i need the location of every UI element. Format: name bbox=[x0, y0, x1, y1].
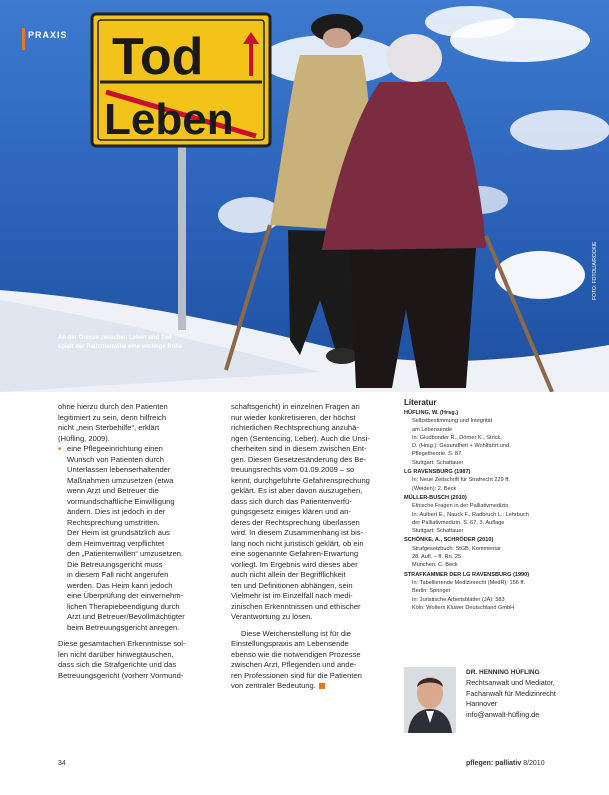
text-line: vormundschaftliche Einwilligung bbox=[67, 496, 175, 506]
text-line: Unterlassen lebenserhaltender bbox=[67, 465, 171, 474]
text-line: wenn Arzt und Betreuer die bbox=[67, 486, 159, 495]
literature-line: In: Tabellierende Medizinrecht (MedR): 156 ff. bbox=[412, 579, 525, 586]
literature-line: der Palliativmedizin. S. 67, 3. Auflage bbox=[412, 519, 505, 526]
text-line: geklärt. Es ist aber davon auszugehen, bbox=[231, 486, 363, 495]
text-line: deres der Rechtsprechung überlassen bbox=[231, 517, 360, 527]
literature-title: Literatur bbox=[404, 398, 437, 407]
text-line: treuungsrechts vom 01.09.2009 – so bbox=[231, 465, 355, 474]
sign-bottom-word: Leben bbox=[104, 95, 234, 144]
text-line: Diese gesamtachen Erkenntnisse sol- bbox=[58, 639, 186, 648]
literature-author: STRAFKAMMER DER LG RAVENSBURG (1990) bbox=[404, 571, 530, 578]
author-box bbox=[466, 668, 576, 720]
section-label: PRAXIS bbox=[28, 30, 68, 40]
text-line: eine sogenannte Gefahren-Erwartung bbox=[231, 549, 359, 558]
text-line: von zentraler Bedeutung. bbox=[231, 681, 316, 690]
text-line: Maßnahmen umzusetzen (etwa bbox=[67, 475, 174, 485]
text-line: Wunsch von Patienten durch bbox=[67, 454, 164, 464]
literature-line: In: Neue Zeitschrift für Strafrecht 229 ff. bbox=[412, 477, 510, 484]
literature-line: (Weiden): 2. Beck bbox=[412, 485, 457, 492]
text-line: dass sich die Strafgerichte und das bbox=[58, 660, 177, 669]
literature-line: Stuttgart: Schattauer bbox=[412, 528, 464, 535]
text-line: (Hüfling, 2009). bbox=[58, 433, 110, 443]
author-role: Rechtsanwalt und Mediator, bbox=[466, 678, 555, 688]
literature-line: Selbstbestimmung und Integrität bbox=[412, 418, 493, 425]
text-line: nur wieder konkretisieren, der höchst bbox=[231, 412, 356, 422]
text-line: ohne hierzu durch den Patienten bbox=[58, 402, 168, 411]
text-line: ändern. Dies ist jedoch in der bbox=[67, 507, 166, 516]
intro-paragraph bbox=[58, 402, 224, 444]
author-email: info@anwalt-hüfling.de bbox=[466, 709, 540, 719]
text-line: Rechtsprechung umstritten. bbox=[67, 517, 160, 527]
closing-paragraph bbox=[58, 639, 224, 681]
text-line: wird. In diesem Zusammenhang ist bis- bbox=[231, 528, 364, 537]
literature-line: Köln: Wolters Kluwer Deutschland GmbH bbox=[412, 604, 515, 611]
author-portrait-illustration bbox=[404, 667, 456, 733]
text-line: Vielmehr ist im Einzelfall nach medi- bbox=[231, 591, 353, 600]
text-line: beim Betreuungsgericht anregen. bbox=[67, 622, 180, 632]
journal-name: pflegen: palliativ bbox=[466, 760, 522, 767]
literature-line: In: Gludbonder R., Dörner K., Strick, bbox=[412, 434, 502, 441]
literature-box bbox=[404, 398, 574, 613]
text-line: vorliegt. Im Ergebnis wird dieses aber bbox=[231, 559, 358, 569]
literature-line: 28. Aufl. – ff. Rn. 25 bbox=[412, 554, 462, 561]
author-photo bbox=[404, 667, 456, 733]
author-location: Hannover bbox=[466, 699, 498, 709]
bullet-paragraph bbox=[58, 444, 224, 633]
text-column-1 bbox=[58, 402, 224, 681]
text-line: gen. Diesen Gesetzesänderung des Be- bbox=[231, 454, 367, 464]
text-line: len nicht darüber hinwegtäuschen, bbox=[58, 649, 174, 659]
text-line: in diesem Fall nicht angerufen bbox=[67, 570, 169, 579]
text-line: eine Pflegeeinrichtung einen bbox=[67, 444, 163, 453]
text-line: ten und Definitionen abhängen, sein bbox=[231, 580, 353, 590]
author-name: DR. HENNING HÜFLING bbox=[466, 669, 540, 676]
literature-entry bbox=[404, 468, 574, 493]
author-role: Fachanwalt für Medizinrecht bbox=[466, 688, 556, 698]
literature-line: Pflegetheorie. S. 87. bbox=[412, 451, 463, 458]
text-line: zinischen Erkenntnissen und ethischer bbox=[231, 601, 361, 611]
journal-issue: 8/2010 bbox=[523, 760, 545, 767]
literature-author: HÜFLING, W. (Hrsg.) bbox=[404, 410, 459, 416]
page-number: 34 bbox=[58, 760, 66, 767]
text-line: ren Professionen sind für die Patienten bbox=[231, 670, 362, 680]
text-line: lang noch nicht juristisch geklärt, ob ein bbox=[231, 538, 364, 548]
literature-line: Stuttgart: Schattauer bbox=[412, 459, 464, 466]
photo-credit: FOTO: FOTOLIA/ROCKIE bbox=[592, 241, 598, 300]
journal-footer bbox=[466, 760, 545, 767]
literature-author: SCHÖNKE, A., SCHRÖDER (2010) bbox=[404, 537, 494, 544]
literature-entry bbox=[404, 571, 574, 612]
photo-caption: An der Grenze zwischen Leben und Tod spielt der Patientenwille eine wichtige Rolle bbox=[58, 335, 183, 350]
text-line: Betreuungsgericht (vorherr Vormund- bbox=[58, 670, 184, 680]
sign-top-word: Tod bbox=[112, 28, 204, 86]
literature-entry bbox=[404, 409, 574, 467]
text-line: Einstellungspraxis am Lebensende bbox=[231, 639, 349, 648]
text-line: werden. Das Heim kann jedoch bbox=[67, 580, 173, 590]
text-line: auch nicht allein der Begrifflichkeit bbox=[231, 570, 346, 579]
text-line: den „Patientenwillen“ umzusetzen. bbox=[67, 549, 184, 558]
literature-line: am Lebensende bbox=[412, 426, 453, 433]
literature-line: In: Juristische Arbeitsblätter (JA): 583 bbox=[412, 596, 505, 603]
literature-line: In: Aulbert E., Nauck F., Radbruch L.: Lehrbuch bbox=[412, 511, 529, 518]
text-line: Die Betreuungsgericht muss bbox=[67, 559, 163, 569]
text-line: ngen (Sentencing, Leber). Auch die Unsi- bbox=[231, 433, 370, 443]
literature-entry bbox=[404, 494, 574, 535]
text-line: zwischen Arzt, Pflegenden und ande- bbox=[231, 660, 357, 669]
text-line: lichen Therapiebeendigung durch bbox=[67, 601, 180, 611]
literature-line: D. (Hrsg.): Gesundheit + Wohlfahrt und bbox=[412, 443, 510, 450]
text-line: ebenso wie die notwendigen Prozesse bbox=[231, 649, 361, 659]
literature-entry bbox=[404, 536, 574, 569]
text-line: Arzt und Betreuer/Bevollmächtigter bbox=[67, 612, 185, 621]
literature-author: MÜLLER-BUSCH (2010) bbox=[404, 494, 467, 501]
literature-author: LG RAVENSBURG (1987) bbox=[404, 469, 471, 476]
end-of-article-mark bbox=[319, 683, 325, 689]
text-line: cherheiten sind in diesem zwischen Ent- bbox=[231, 444, 367, 453]
text-line: Der Heim ist grundsätzlich aus bbox=[67, 528, 170, 537]
text-line: richterlichen Rechtsprechung anzuhä- bbox=[231, 423, 359, 432]
text-line: nicht „nein Sterbehilfe“, erklärt bbox=[58, 423, 160, 432]
text-line: legitimiert zu sein, denn hilfreich bbox=[58, 412, 167, 422]
literature-line: München: C. Beck bbox=[412, 562, 458, 569]
literature-line: Berlin: Springer bbox=[412, 588, 451, 595]
closing-paragraph bbox=[231, 629, 398, 692]
text-line: dass sich durch das Patientenverfü- bbox=[231, 496, 352, 506]
text-line: Diese Weichenstellung ist für die bbox=[241, 628, 352, 638]
text-line: Verantwortung zu lösen. bbox=[231, 612, 313, 621]
literature-line: Ethische Fragen in der Palliativmedizin. bbox=[412, 503, 510, 510]
literature-line: Strafgesetzbuch: StGB, Kommentar bbox=[412, 545, 501, 552]
text-line: kennt, durchgeführte Gefahrensprechung bbox=[231, 475, 370, 485]
body-paragraph bbox=[231, 402, 398, 623]
text-line: dem Heimvertrag verpflichtet bbox=[67, 538, 165, 548]
text-column-2 bbox=[231, 402, 398, 692]
text-line: gungsgesetz einiges klären und an- bbox=[231, 507, 351, 516]
section-accent-bar bbox=[22, 28, 25, 50]
text-line: schaftsgericht) in einzelnen Fragen an bbox=[231, 402, 360, 411]
text-line: eine Überprüfung der einvernehm- bbox=[67, 591, 184, 600]
